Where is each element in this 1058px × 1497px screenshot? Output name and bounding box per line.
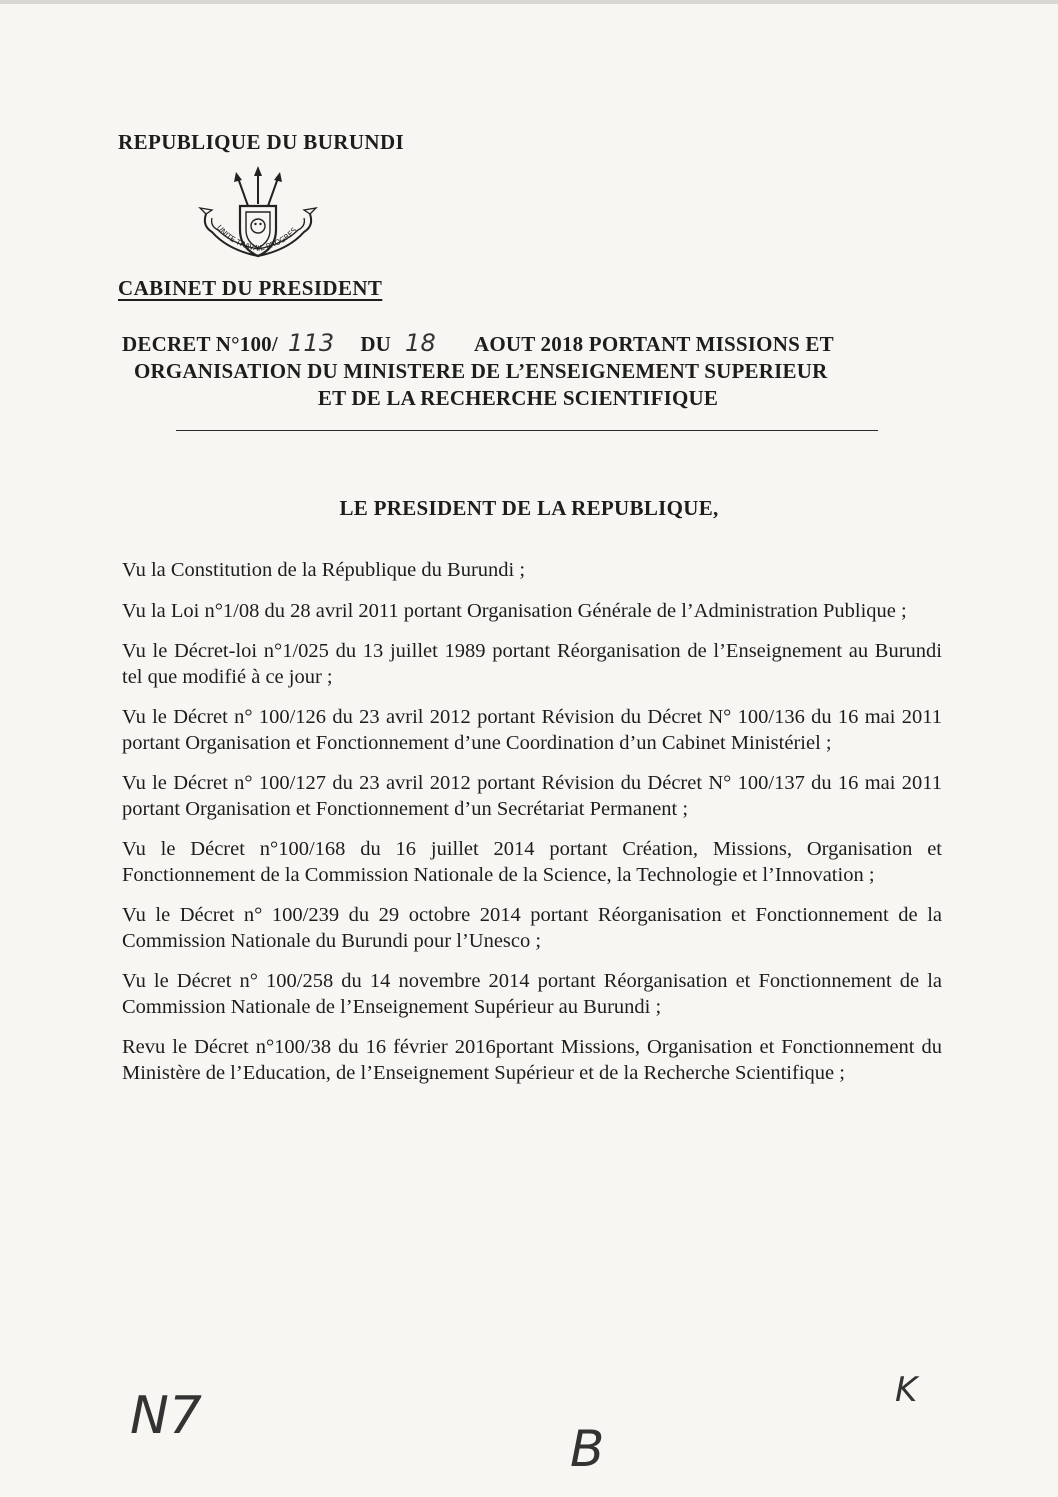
cabinet-heading: CABINET DU PRESIDENT: [118, 276, 383, 300]
recital-paragraph: Vu le Décret n°100/168 du 16 juillet 2014 portant Création, Missions, Organisation et Fonctionnement de la Commission Nationale de la Science, la Technologie et l’Innovation ;: [122, 838, 942, 886]
recital-paragraph: Vu le Décret n° 100/258 du 14 novembre 2014 portant Réorganisation et Fonctionnement de la Commission Nationale de l’Enseignement Supérieur au Burundi ;: [122, 970, 942, 1018]
decree-title-line-1: [118, 330, 958, 358]
decree-title-line-2: ORGANISATION DU MINISTERE DE L’ENSEIGNEMENT SUPERIEUR: [134, 359, 828, 383]
decree-title-line-3: ET DE LA RECHERCHE SCIENTIFIQUE: [317, 386, 719, 410]
recital-paragraph: Vu la Loi n°1/08 du 28 avril 2011 portant Organisation Générale de l’Administration Publique ;: [122, 599, 907, 622]
handwritten-decree-number: 113: [287, 329, 335, 357]
decree-title: [118, 330, 958, 412]
recital-paragraph: Vu le Décret n° 100/126 du 23 avril 2012 portant Révision du Décret N° 100/136 du 16 mai 2011 portant Organisation et Fonctionnement d’une Coordination d’un Cabinet Ministériel ;: [122, 706, 942, 754]
republic-heading: REPUBLIQUE DU BURUNDI: [118, 130, 405, 154]
handwritten-decree-day: 18: [405, 329, 436, 357]
recital-paragraph: Vu le Décret n° 100/127 du 23 avril 2012 portant Révision du Décret N° 100/137 du 16 mai 2011 portant Organisation et Fonctionnement d’un Secrétariat Permanent ;: [122, 772, 942, 820]
president-heading: LE PRESIDENT DE LA REPUBLIQUE,: [339, 496, 719, 520]
handwritten-initials-left: N7: [130, 1386, 202, 1446]
decree-number-prefix: DECRET N°100/: [122, 332, 278, 356]
handwritten-initials-center: B: [570, 1420, 605, 1478]
recital-paragraph: Vu la Constitution de la République du Burundi ;: [122, 559, 526, 581]
recital-paragraph: Revu le Décret n°100/38 du 16 février 2016portant Missions, Organisation et Fonctionnement du Ministère de l’Education, de l’Enseignement Supérieur et de la Recherche Scientifique ;: [122, 1036, 942, 1084]
decree-title-line-1-rest: AOUT 2018 PORTANT MISSIONS ET: [474, 332, 834, 356]
recitals-list: [122, 558, 942, 1101]
decree-du: DU: [360, 332, 392, 356]
recital-paragraph: Vu le Décret n° 100/239 du 29 octobre 2014 portant Réorganisation et Fonctionnement de la Commission Nationale du Burundi pour l’Unesco ;: [122, 904, 942, 952]
handwritten-initials-right: K: [895, 1370, 918, 1410]
scan-edge: [0, 0, 1058, 4]
title-divider: [176, 430, 878, 431]
recital-paragraph: Vu le Décret-loi n°1/025 du 13 juillet 1989 portant Réorganisation de l’Enseignement au Burundi tel que modifié à ce jour ;: [122, 640, 942, 688]
coat-of-arms-seal: [198, 164, 318, 276]
svg-text:UNITE TRAVAIL PROGRES: UNITE TRAVAIL PROGRES: [214, 223, 299, 254]
